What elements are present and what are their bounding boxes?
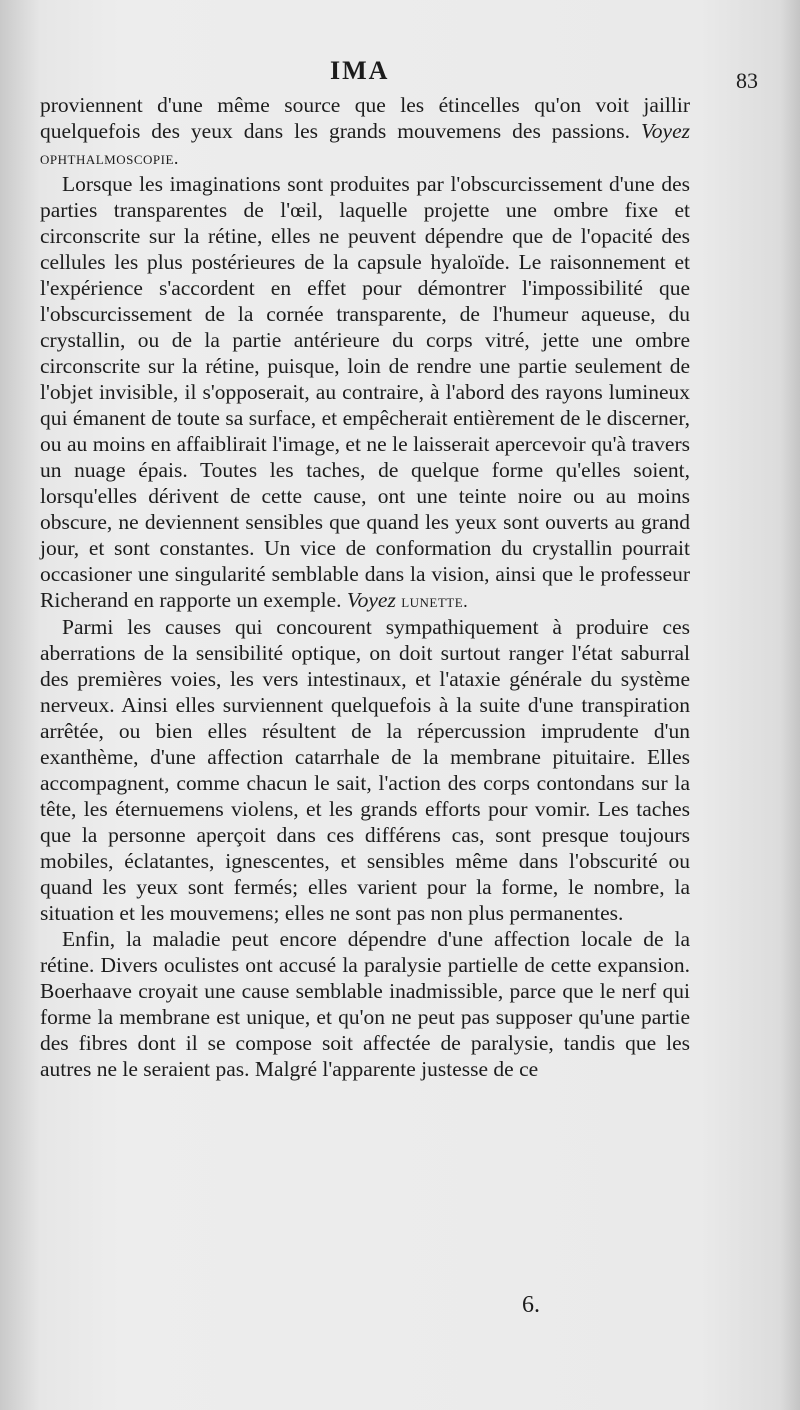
running-head: IMA (330, 56, 390, 85)
paragraph-3 (40, 614, 690, 926)
see-label: Voyez (346, 588, 396, 612)
paragraph-2 (40, 171, 690, 614)
paragraph-4 (40, 926, 690, 1082)
body-text (40, 92, 690, 1082)
cross-reference: ophthalmoscopie. (40, 148, 179, 168)
paragraph-text: Parmi les causes qui concourent sympathiquement à produire ces aberrations de la sensibilité optique, on doit surtout ranger l'état saburral des premières voies, les vers intestinaux, et l'ataxie générale du système nerveux. Ainsi elles surviennent quelquefois à la suite d'une transpiration arrêtée, ou bien elles résultent de la répercussion imprudente d'un exanthème, d'une affection catarrhale de la membrane pituitaire. Elles accompagnent, comme chacun le sait, l'action des corps contondans sur la tête, les éternuemens violens, et les grands efforts pour vomir. Les taches que la personne aperçoit dans ces différens cas, sont presque toujours mobiles, éclatantes, ignescentes, et sensibles même dans l'obscurité ou quand les yeux sont fermés; elles varient pour la forme, le nombre, la situation et les mouvemens; elles ne sont pas non plus permanentes. (40, 615, 690, 925)
paragraph-text: proviennent d'une même source que les étincelles qu'on voit jaillir quelquefois des yeux dans les grands mouvemens des passions. (40, 93, 690, 143)
page-header (0, 52, 800, 92)
signature-mark: 6. (522, 1292, 540, 1318)
cross-reference: lunette. (401, 591, 469, 611)
paragraph-1 (40, 92, 690, 171)
paragraph-text: Enfin, la maladie peut encore dépendre d'une affection locale de la rétine. Divers oculistes ont accusé la paralysie partielle de cette expansion. Boerhaave croyait une cause semblable inadmissible, parce que le nerf qui forme la membrane est unique, et qu'on ne peut pas supposer qu'une partie des fibres dont il se compose soit affectée de paralysie, tandis que les autres ne le seraient pas. Malgré l'apparente justesse de ce (40, 927, 690, 1081)
paragraph-text: Lorsque les imaginations sont produites par l'obscurcissement d'une des parties transparentes de l'œil, laquelle projette une ombre fixe et circonscrite sur la rétine, elles ne peuvent dépendre que de l'opacité des cellules les plus postérieures de la capsule hyaloïde. Le raisonnement et l'expérience s'accordent en effet pour démontrer l'impossibilité que l'obscurcissement de la cornée transparente, de l'humeur aqueuse, du crystallin, ou de la partie antérieure du corps vitré, jette une ombre circonscrite sur la rétine, puisque, loin de rendre une partie seulement de l'objet invisible, il s'opposerait, au contraire, à l'abord des rayons lumineux qui émanent de toute sa surface, et empêcherait entièrement de le discerner, ou au moins en affaiblirait l'image, et ne le laisserait apercevoir qu'à travers un nuage épais. Toutes les taches, de quelque forme qu'elles soient, lorsqu'elles dérivent de cette cause, ont une teinte noire ou au moins obscure, ne deviennent sensibles que quand les yeux sont ouverts au grand jour, et sont constantes. Un vice de conformation du crystallin pourrait occasioner une singularité semblable dans la vision, ainsi que le professeur Richerand en rapporte un exemple. (40, 172, 690, 612)
see-label: Voyez (641, 119, 690, 143)
page-number: 83 (736, 68, 758, 93)
